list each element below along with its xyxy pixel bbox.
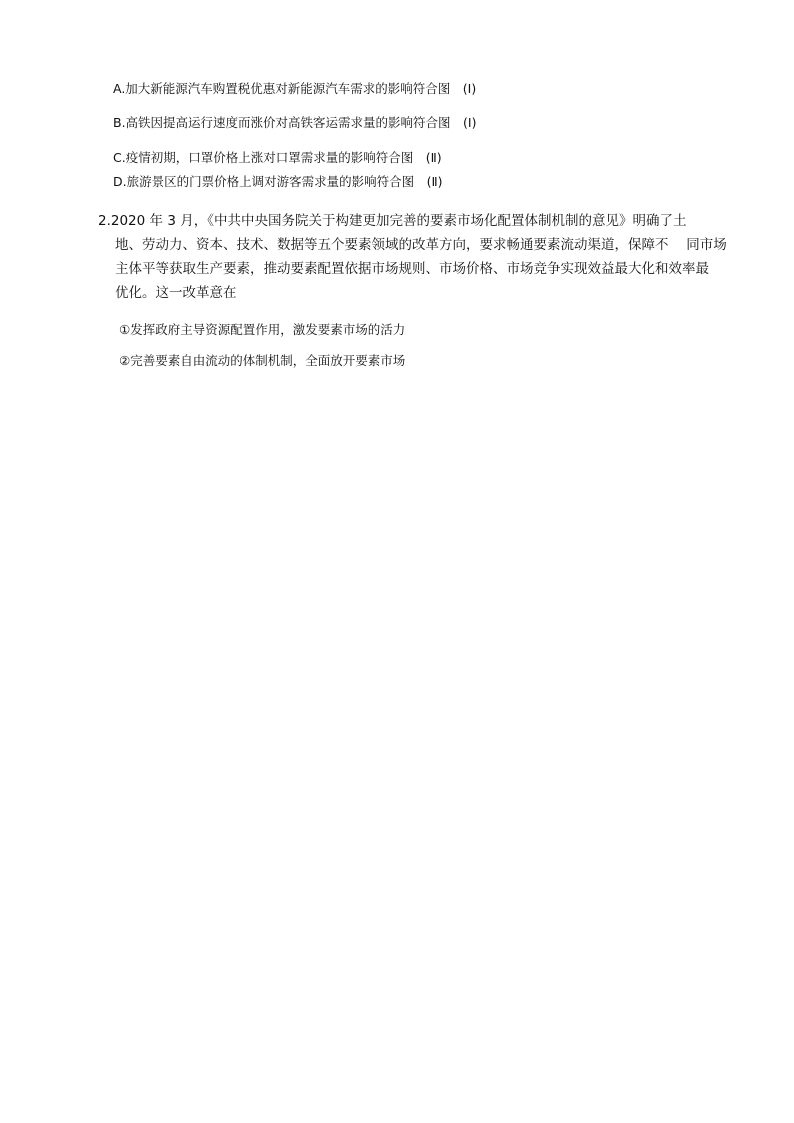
question-2-text-line-2: 地、劳动力、资本、技术、数据等五个要素领域的改革方向，要求畅通要素流动渠道，保障不 同市场 bbox=[115, 237, 727, 253]
question-2-text-line-3: 主体平等获取生产要素，推动要素配置依据市场规则、市场价格、市场竞争实现效益最大化和效率最 bbox=[115, 261, 709, 277]
option-c: C.疫情初期，口罩价格上涨对口罩需求量的影响符合图 (Ⅱ) bbox=[113, 150, 442, 165]
option-a: A.加大新能源汽车购置税优惠对新能源汽车需求的影响符合图 (I) bbox=[113, 81, 477, 96]
option-d: D.旅游景区的门票价格上调对游客需求量的影响符合图 (Ⅱ) bbox=[113, 174, 443, 189]
choice-2: ②完善要素自由流动的体制机制，全面放开要素市场 bbox=[119, 353, 406, 368]
option-b: B.高铁因提高运行速度而涨价对高铁客运需求量的影响符合图 (I) bbox=[113, 115, 477, 130]
choice-1: ①发挥政府主导资源配置作用，激发要素市场的活力 bbox=[119, 322, 406, 337]
question-2-text-line-4: 优化。这一改革意在 bbox=[115, 285, 237, 301]
question-2-text-line-1: 2.2020 年 3 月，《中共中央国务院关于构建更加完善的要素市场化配置体制机制的意见》明确了土 bbox=[98, 213, 687, 229]
